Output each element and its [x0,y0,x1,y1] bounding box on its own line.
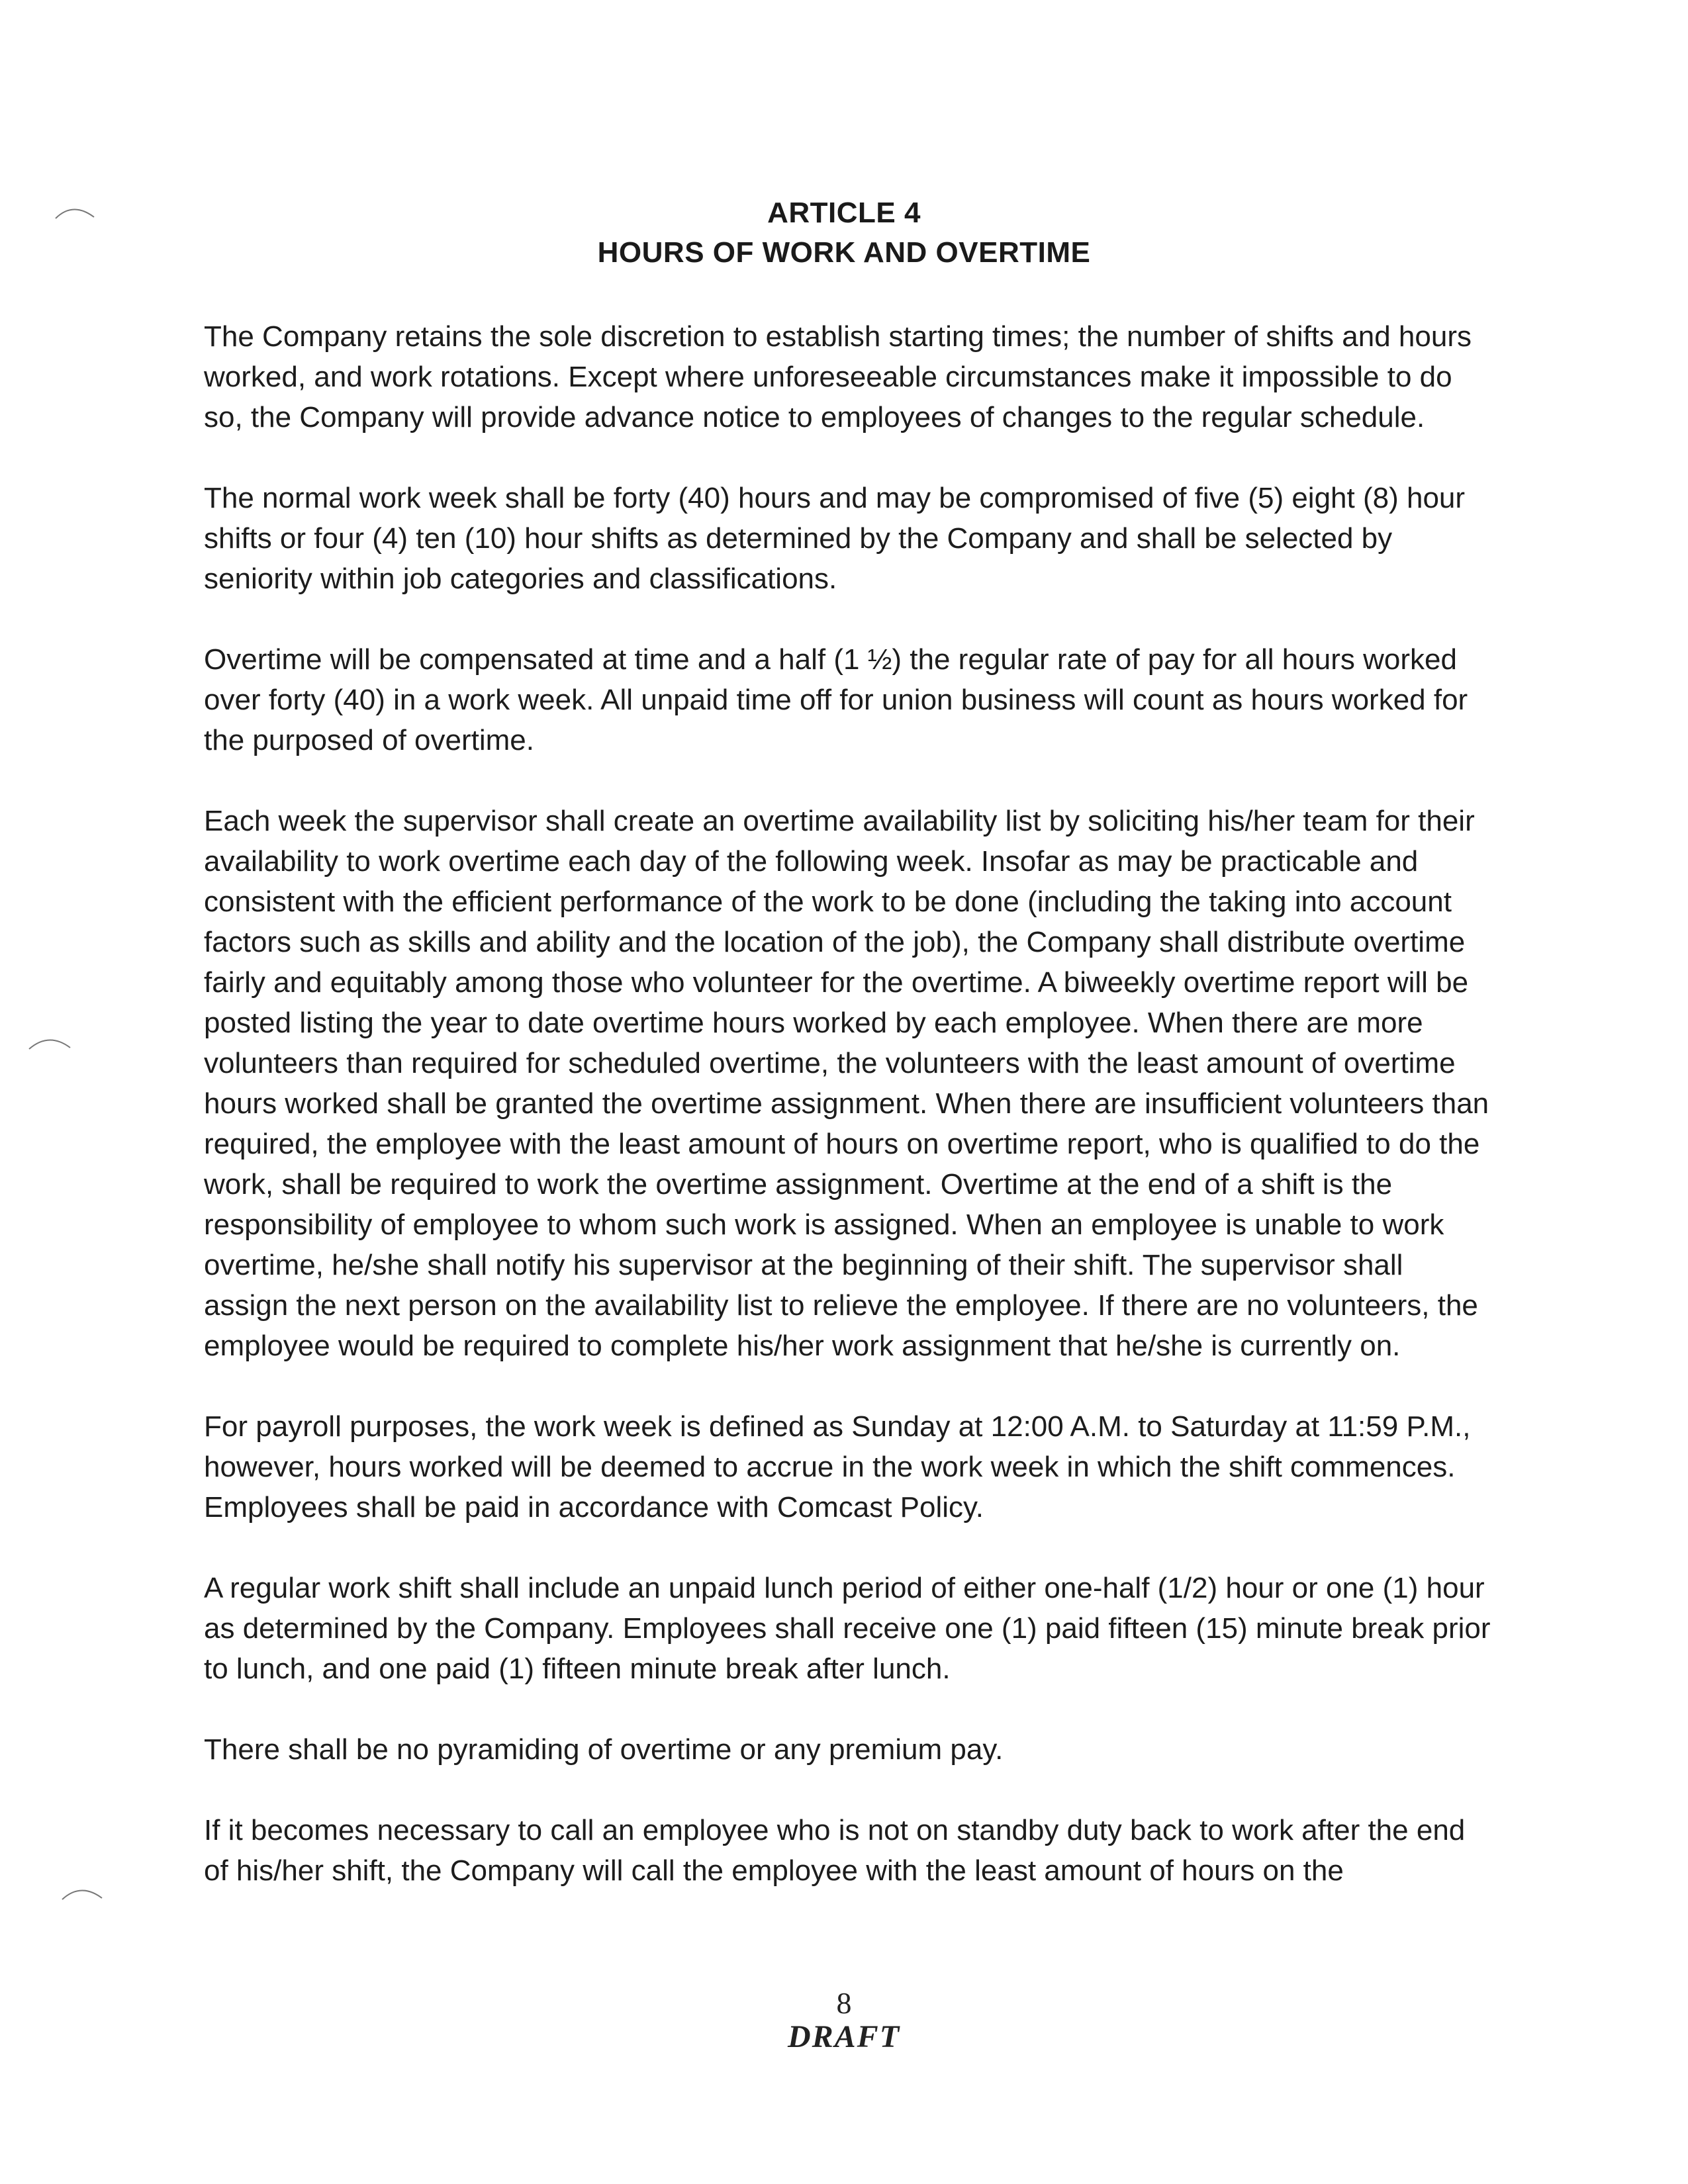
paragraph-no-pyramiding: There shall be no pyramiding of overtime or any premium pay. [204,1733,1004,1766]
article-title: HOURS OF WORK AND OVERTIME [597,236,1091,269]
paragraph-callback: If it becomes necessary to call an employee who is not on standby duty back to work after the end of his/her shift, the Company will call the employee with the least amount of hours on the [204,1814,1466,1887]
page-number: 8 [836,1986,852,2020]
draft-watermark: DRAFT [787,2019,901,2054]
binder-hole-mark-bottom [60,1880,106,1906]
article-body [204,316,1495,1931]
binder-hole-mark-middle [26,1029,73,1056]
paragraph-overtime-availability: Each week the supervisor shall create an overtime availability list by soliciting his/her team for their availability to work overtime each day of the following week. Insofar as may be practicable and consistent with the efficient performance of the work to be done (including the taking into account factors such as skills and ability and the location of the job), the Company shall distribute overtime fairly and equitably among those who volunteer for the overtime. A biweekly overtime report will be posted listing the year to date overtime hours worked by each employee. When there are more volunteers than required for scheduled overtime, the volunteers with the least amount of overtime hours worked shall be granted the overtime assignment. When there are insufficient volunteers than required, the employee with the least amount of hours on overtime report, who is qualified to do the work, shall be required to work the overtime assignment. Overtime at the end of a shift is the responsibility of employee to whom such work is assigned. When an employee is unable to work overtime, he/she shall notify his supervisor at the beginning of their shift. The supervisor shall assign the next person on the availability list to relieve the employee. If there are no volunteers, the employee would be required to complete his/her work assignment that he/she is currently on. [204,805,1489,1362]
article-number: ARTICLE 4 [767,197,921,229]
article-heading [0,193,1688,273]
paragraph-overtime-compensation: Overtime will be compensated at time and a half (1 ½) the regular rate of pay for all hours worked over forty (40) in a work week. All unpaid time off for union business will count as hours worked for the purposed of overtime. [204,643,1468,756]
paragraph-lunch-and-breaks: A regular work shift shall include an unpaid lunch period of either one-half (1/2) hour or one (1) hour as determined by the Company. Employees shall receive one (1) paid fifteen (15) minute break prior to lunch, and one paid (1) fifteen minute break after lunch. [204,1572,1491,1685]
paragraph-normal-work-week: The normal work week shall be forty (40) hours and may be compromised of five (5) eight (8) hour shifts or four (4) ten (10) hour shifts as determined by the Company and shall be selected by seniority within job categories and classifications. [204,482,1466,595]
paragraph-payroll-purposes: For payroll purposes, the work week is defined as Sunday at 12:00 A.M. to Saturday at 11:59 P.M., however, hours worked will be deemed to accrue in the work week in which the shift commences. Employees shall be paid in accordance with Comcast Policy. [204,1410,1471,1524]
paragraph-schedule-discretion: The Company retains the sole discretion to establish starting times; the number of shifts and hours worked, and work rotations. Except where unforeseeable circumstances make it impossible to do so, the Company will provide advance notice to employees of changes to the regular schedule. [204,320,1472,433]
